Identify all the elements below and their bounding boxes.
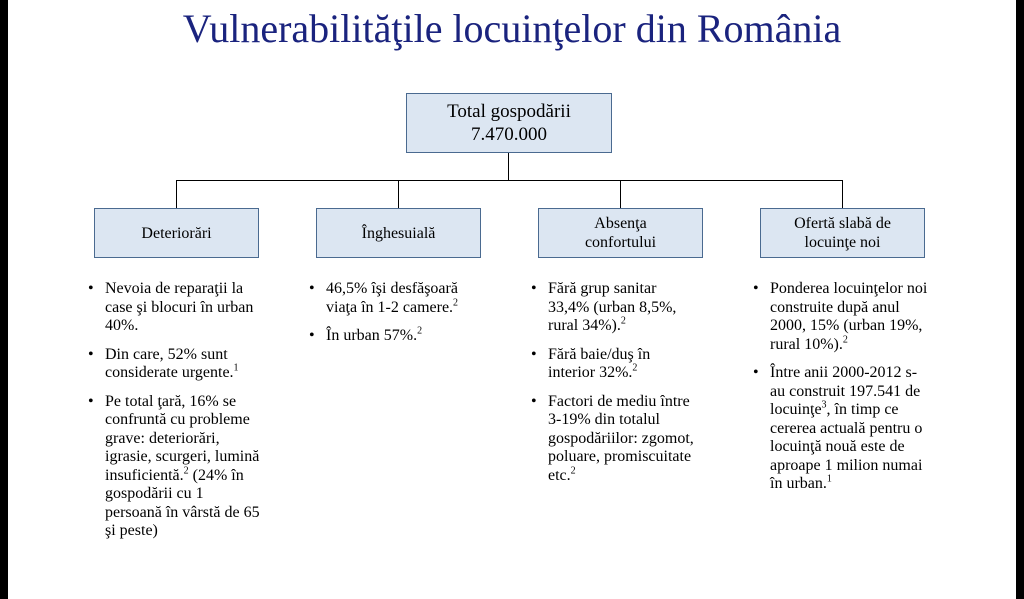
bullet-text: Din care, 52% sunt considerate urgente.	[105, 345, 234, 381]
category-label: Ofertă slabă de locuinţe noi	[794, 215, 891, 251]
root-box-total-households	[406, 93, 612, 153]
connector-drop-1	[176, 180, 177, 208]
bullet-text: Factori de mediu între 3-19% din totalul gospodăriilor: zgomot, poluare, promiscuitate etc.	[548, 392, 694, 484]
list-item	[531, 346, 696, 383]
connector-drop-3	[620, 180, 621, 208]
list-item	[753, 280, 928, 354]
footnote-ref: 2	[620, 315, 626, 327]
category-label: Absenţa confortului	[584, 215, 657, 251]
bullet-text-tail: (24% în gospodării cu 1 persoană în vârstă de 65 şi peste)	[105, 466, 260, 539]
bullet-text: 46,5% îşi desfăşoară viaţa în 1-2 camere.	[326, 280, 458, 316]
bullet-icon: •	[309, 280, 315, 297]
footnote-ref: 1	[826, 473, 832, 485]
bullet-text: Fără baie/duş în interior 32%.	[548, 345, 651, 381]
bullet-icon: •	[88, 280, 94, 297]
bullet-icon: •	[88, 392, 94, 410]
connector-drop-4	[842, 180, 843, 208]
list-item	[753, 364, 928, 494]
bullet-text-tail: , în timp ce cererea actuală pentru o locuinţă nouă este de aproape 1 milion numai în urban.	[770, 401, 923, 492]
category-box-deteriorations	[94, 208, 259, 258]
category-box-lack-of-comfort	[538, 208, 703, 258]
category-label: Înghesuială	[361, 224, 436, 242]
bullet-list-lack-of-comfort	[531, 280, 696, 495]
list-item	[88, 346, 260, 383]
footnote-ref: 2	[183, 465, 189, 477]
list-item	[531, 280, 696, 336]
bullet-text: Fără grup sanitar 33,4% (urban 8,5%, rural 34%).	[548, 280, 677, 334]
bullet-icon: •	[309, 327, 315, 344]
bullet-icon: •	[753, 364, 759, 381]
bullet-text: Ponderea locuinţelor noi construite după anul 2000, 15% (urban 19%, rural 10%).	[770, 280, 928, 353]
footnote-ref: 1	[233, 362, 239, 374]
category-box-crowding	[316, 208, 481, 258]
bullet-text: Între anii 2000-2012 s-au construit 197.541 de locuinţe	[770, 364, 921, 418]
root-value: 7.470.000	[471, 124, 547, 145]
bullet-text: Nevoia de reparaţii la case şi blocuri în urban 40%.	[105, 280, 254, 334]
list-item	[88, 280, 260, 336]
bullet-icon: •	[753, 280, 759, 297]
footnote-ref: 2	[632, 362, 638, 374]
footnote-ref: 2	[842, 334, 848, 346]
footnote-ref: 2	[417, 325, 423, 337]
connector-drop-2	[398, 180, 399, 208]
bullet-icon: •	[531, 345, 537, 363]
list-item	[88, 393, 260, 541]
category-box-weak-new-housing	[760, 208, 925, 258]
slide	[8, 0, 1016, 599]
footnote-ref: 2	[570, 465, 576, 477]
footnote-ref: 2	[453, 297, 459, 309]
bullet-text: Pe total ţară, 16% se confruntă cu probleme grave: deteriorări, igrasie, scurgeri, lumină insuficientă.	[105, 392, 260, 484]
footnote-ref: 3	[821, 399, 827, 411]
bullet-list-deteriorations	[88, 280, 260, 551]
root-label: Total gospodării	[447, 101, 571, 122]
bullet-icon: •	[88, 345, 94, 363]
category-label: Deteriorări	[141, 224, 212, 242]
bullet-list-crowding	[309, 280, 469, 356]
list-item	[309, 280, 469, 317]
connector-root-stem	[508, 153, 509, 180]
bullet-icon: •	[531, 280, 537, 297]
list-item	[531, 393, 696, 486]
connector-horizontal	[176, 180, 843, 181]
bullet-list-weak-new-housing	[753, 280, 928, 504]
bullet-icon: •	[531, 392, 537, 410]
slide-title: Vulnerabilităţile locuinţelor din România	[182, 6, 842, 51]
list-item	[309, 327, 469, 346]
bullet-text: În urban 57%.	[326, 327, 418, 344]
